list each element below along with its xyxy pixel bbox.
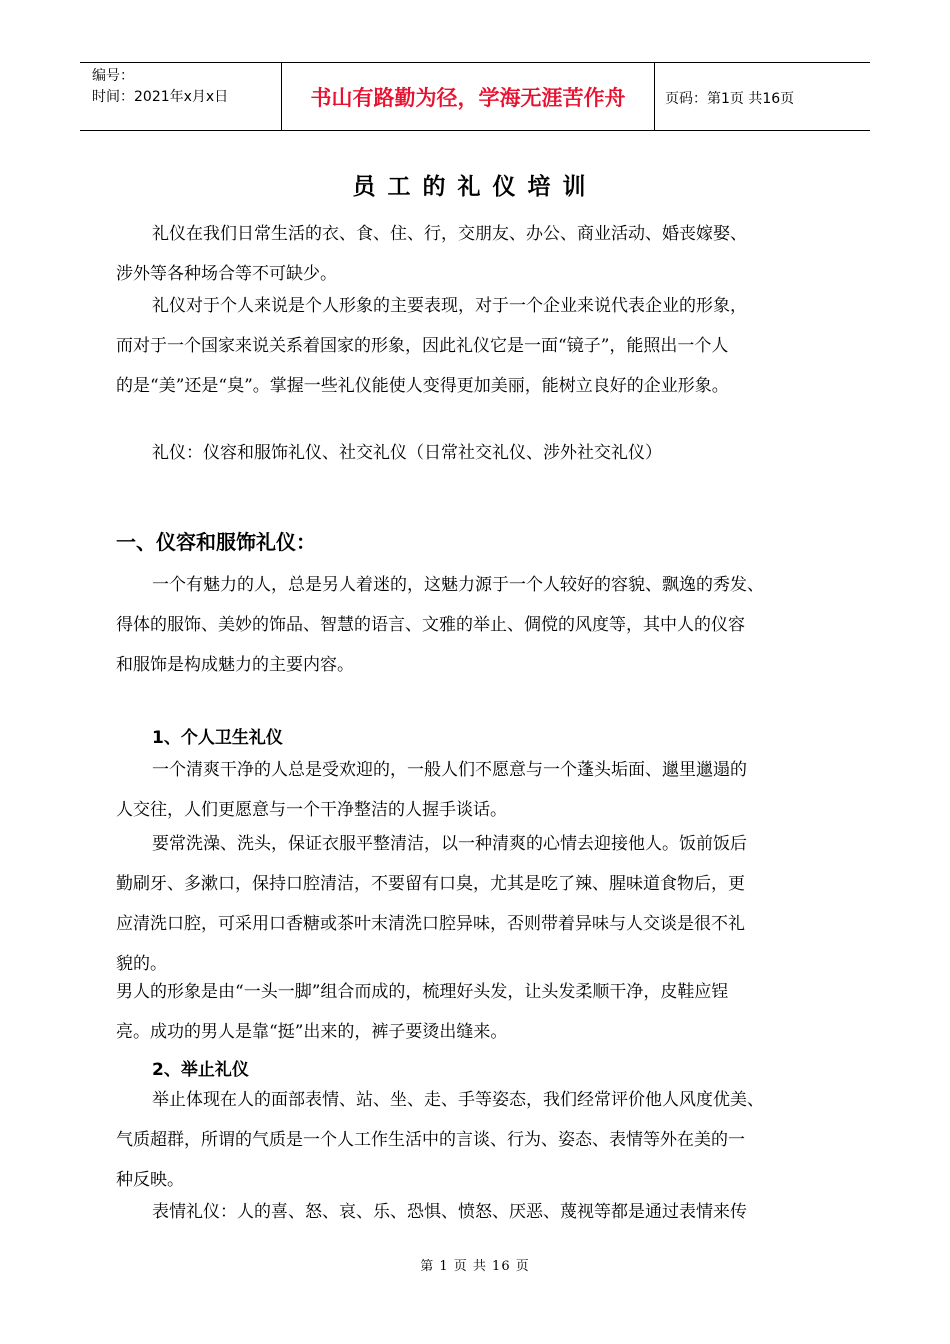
number-label: 编号： bbox=[92, 68, 134, 84]
text-line: 举止体现在人的面部表情、站、坐、走、手等姿态，我们经常评价他人风度优美、 bbox=[152, 1090, 764, 1110]
text-line: 和服饰是构成魅力的主要内容。 bbox=[116, 655, 354, 675]
text-line: 男人的形象是由“一头一脚”组合而成的，梳理好头发，让头发柔顺干净，皮鞋应锃 bbox=[116, 982, 729, 1002]
text-line: 表情礼仪：人的喜、怒、哀、乐、恐惧、愤怒、厌恶、蔑视等都是通过表情来传 bbox=[152, 1202, 747, 1222]
subsection-2-paragraph-1 bbox=[116, 1080, 840, 1200]
text-line: 亮。成功的男人是靠“挺”出来的，裤子要烫出缝来。 bbox=[116, 1022, 508, 1042]
header-divider-right bbox=[654, 62, 655, 131]
header-page-info: 页码：第1页 共16页 bbox=[665, 91, 795, 107]
text-line: 貌的。 bbox=[116, 954, 167, 974]
text-line: 气质超群，所谓的气质是一个人工作生活中的言谈、行为、姿态、表情等外在美的一 bbox=[116, 1130, 745, 1150]
page-footer: 第 1 页 共 16 页 bbox=[420, 1259, 530, 1274]
text-line: 得体的服饰、美妙的饰品、智慧的语言、文雅的举止、倜傥的风度等，其中人的仪容 bbox=[116, 615, 745, 635]
text-line: 人交往，人们更愿意与一个干净整洁的人握手谈话。 bbox=[116, 800, 507, 820]
intro-paragraph-1 bbox=[116, 214, 840, 294]
intro-paragraph-3 bbox=[116, 433, 840, 473]
text-line: 一个清爽干净的人总是受欢迎的，一般人们不愿意与一个蓬头垢面、邋里邋遢的 bbox=[152, 760, 747, 780]
subsection-1-paragraph-1 bbox=[116, 750, 840, 830]
section-1-paragraph bbox=[116, 565, 840, 685]
text-line: 涉外等各种场合等不可缺少。 bbox=[116, 264, 337, 284]
time-label: 时间：2021年x月x日 bbox=[92, 89, 229, 105]
subsection-1-heading: 1、个人卫生礼仪 bbox=[152, 728, 283, 748]
section-1-heading: 一、仪容和服饰礼仪： bbox=[116, 530, 316, 554]
intro-paragraph-2 bbox=[116, 286, 840, 406]
text-line: 种反映。 bbox=[116, 1170, 184, 1190]
text-line: 礼仪在我们日常生活的衣、食、住、行，交朋友、办公、商业活动、婚丧嫁娶、 bbox=[152, 224, 747, 244]
text-line: 而对于一个国家来说关系着国家的形象，因此礼仪它是一面“镜子”，能照出一个人 bbox=[116, 336, 729, 356]
text-line: 礼仪对于个人来说是个人形象的主要表现，对于一个企业来说代表企业的形象， bbox=[152, 296, 747, 316]
text-line: 应清洗口腔，可采用口香糖或茶叶末清洗口腔异味，否则带着异味与人交谈是很不礼 bbox=[116, 914, 745, 934]
text-line: 要常洗澡、洗头，保证衣服平整清洁，以一种清爽的心情去迎接他人。饭前饭后 bbox=[152, 834, 747, 854]
header-motto: 书山有路勤为径，学海无涯苦作舟 bbox=[310, 85, 626, 110]
document-title: 员工的礼仪培训 bbox=[352, 173, 598, 200]
header-meta bbox=[92, 66, 228, 108]
text-line: 礼仪：仪容和服饰礼仪、社交礼仪（日常社交礼仪、涉外社交礼仪） bbox=[152, 443, 662, 463]
subsection-1-paragraph-3 bbox=[116, 972, 840, 1052]
text-line: 勤刷牙、多漱口，保持口腔清洁，不要留有口臭，尤其是吃了辣、腥味道食物后，更 bbox=[116, 874, 745, 894]
subsection-2-paragraph-2 bbox=[116, 1192, 840, 1232]
text-line: 一个有魅力的人，总是另人着迷的，这魅力源于一个人较好的容貌、飘逸的秀发、 bbox=[152, 575, 764, 595]
subsection-2-heading: 2、举止礼仪 bbox=[152, 1060, 249, 1080]
subsection-1-paragraph-2 bbox=[116, 824, 840, 984]
text-line: 的是“美”还是“臭”。掌握一些礼仪能使人变得更加美丽，能树立良好的企业形象。 bbox=[116, 376, 729, 396]
